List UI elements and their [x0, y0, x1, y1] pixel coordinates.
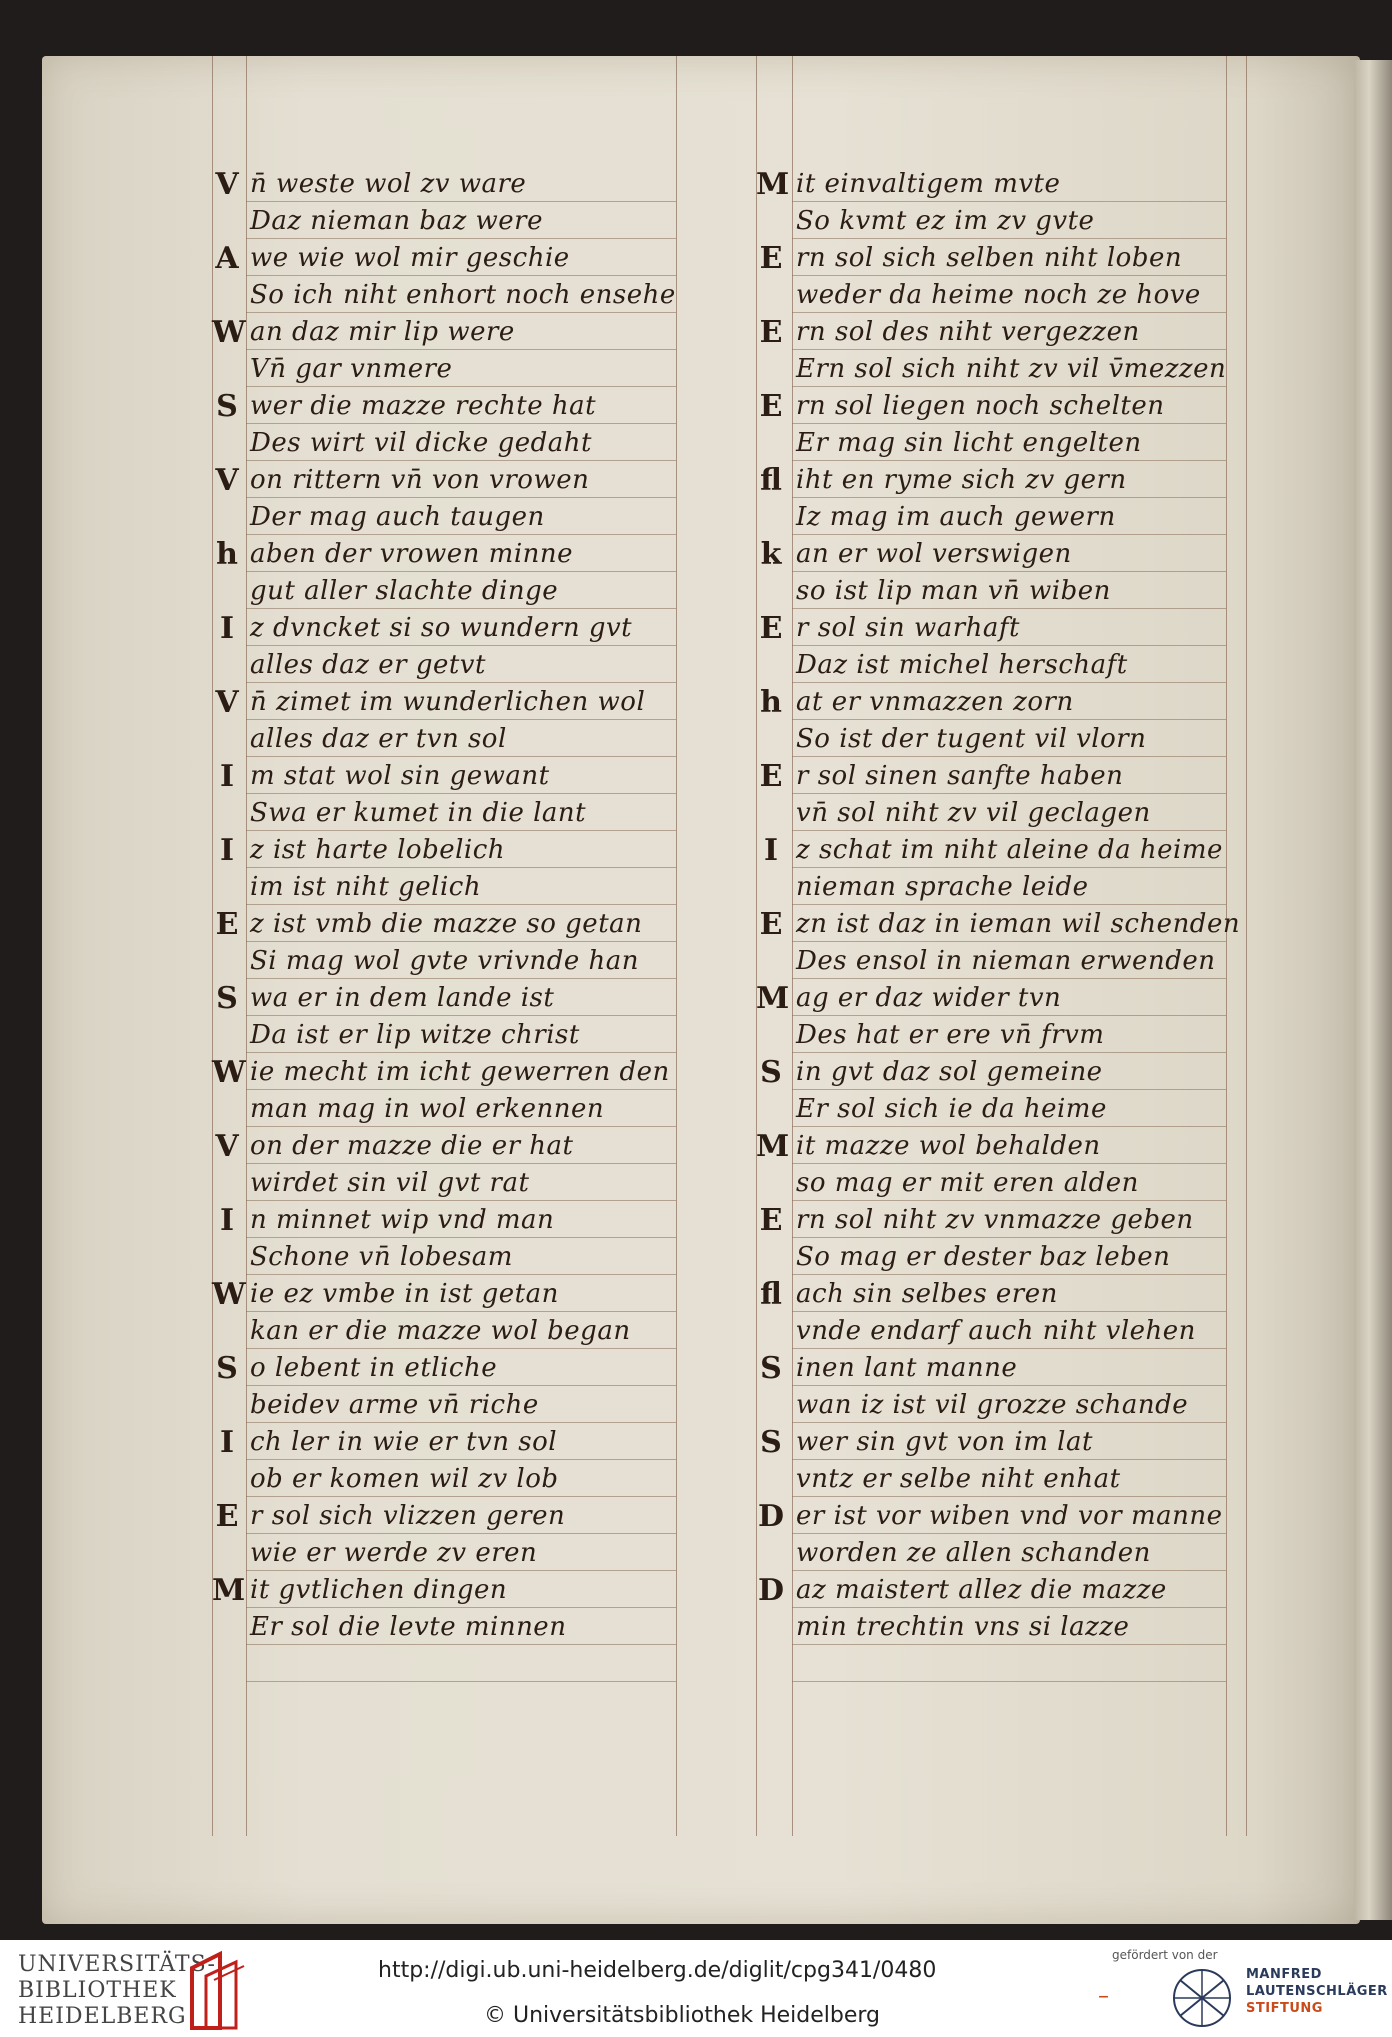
sponsor-name-line-2: LAUTENSCHLÄGER — [1246, 1984, 1388, 1999]
line-initial: h — [760, 685, 782, 720]
verse-line: z ist harte lobelich — [250, 835, 506, 865]
line-initial: S — [216, 981, 238, 1016]
verse-line: in gvt daz sol gemeine — [796, 1057, 1103, 1087]
verse-line: wer sin gvt von im lat — [796, 1427, 1093, 1457]
permalink-url[interactable]: http://digi.ub.uni-heidelberg.de/diglit/cpg341/0480 — [378, 1958, 937, 1983]
verse-line: Schone vn̄ lobesam — [250, 1242, 513, 1272]
verse-line: Der mag auch taugen — [250, 502, 545, 532]
verse-line: Daz nieman baz were — [250, 206, 543, 236]
verse-line: er ist vor wiben vnd vor manne — [796, 1501, 1223, 1531]
line-initial: S — [760, 1055, 782, 1090]
line-initial: A — [215, 241, 239, 276]
line-initial: M — [212, 1573, 246, 1608]
verse-line: ie mecht im icht gewerren den — [250, 1057, 670, 1087]
library-logo-icon — [186, 1950, 250, 2030]
verse-line: rn sol niht zv vnmazze geben — [796, 1205, 1194, 1235]
line-initial: I — [763, 833, 779, 868]
verse-line: wan iz ist vil grozze schande — [796, 1390, 1189, 1420]
verse-line: ie ez vmbe in ist getan — [250, 1279, 559, 1309]
line-initial: E — [759, 759, 783, 794]
line-initial: W — [212, 1277, 246, 1312]
verse-line: wa er in dem lande ist — [250, 983, 555, 1013]
line-initial: I — [219, 611, 235, 646]
line-initial: fl — [760, 1277, 782, 1312]
verse-line: So kvmt ez im zv gvte — [796, 206, 1095, 236]
ruling-line — [246, 56, 247, 1836]
verse-line: n̄ zimet im wunderlichen wol — [250, 687, 646, 717]
ruling-line — [1226, 56, 1227, 1836]
line-initial: M — [756, 167, 790, 202]
verse-line: n̄ weste wol zv ware — [250, 169, 527, 199]
line-initial: E — [759, 389, 783, 424]
verse-line: rn sol liegen noch schelten — [796, 391, 1165, 421]
page-edge — [1354, 60, 1392, 1920]
verse-line: inen lant manne — [796, 1353, 1018, 1383]
line-initial: S — [760, 1425, 782, 1460]
verse-line: an daz mir lip were — [250, 317, 515, 347]
verse-line: o lebent in etliche — [250, 1353, 498, 1383]
verse-line: Si mag wol gvte vrivnde han — [250, 946, 640, 976]
verse-line: Vn̄ gar vnmere — [250, 354, 453, 384]
line-initial: S — [216, 1351, 238, 1386]
line-initial: E — [215, 907, 239, 942]
verse-line: we wie wol mir geschie — [250, 243, 570, 273]
line-initial: V — [215, 1129, 239, 1164]
verse-line: ch ler in wie er tvn sol — [250, 1427, 558, 1457]
verse-line: gut aller slachte dinge — [250, 576, 559, 606]
verse-line: Iz mag im auch gewern — [796, 502, 1116, 532]
line-initial: E — [759, 241, 783, 276]
verse-line: iht en ryme sich zv gern — [796, 465, 1127, 495]
line-initial: V — [215, 685, 239, 720]
verse-line: Er mag sin licht engelten — [796, 428, 1142, 458]
line-initial: V — [215, 463, 239, 498]
verse-line: rn sol sich selben niht loben — [796, 243, 1183, 273]
verse-line: rn sol des niht vergezzen — [796, 317, 1140, 347]
line-initial: I — [219, 1425, 235, 1460]
line-initial: E — [759, 315, 783, 350]
line-initial: I — [219, 833, 235, 868]
verse-line: vn̄ sol niht zv vil geclagen — [796, 798, 1151, 828]
verse-line: So ich niht enhort noch ensehe — [250, 280, 676, 310]
line-initial: W — [212, 315, 246, 350]
verse-line: so mag er mit eren alden — [796, 1168, 1139, 1198]
verse-line: worden ze allen schanden — [796, 1538, 1151, 1568]
verse-line: So ist der tugent vil vlorn — [796, 724, 1147, 754]
verse-line: nieman sprache leide — [796, 872, 1089, 902]
verse-line: Ern sol sich niht zv vil v̄mezzen — [796, 354, 1227, 384]
verse-line: vnde endarf auch niht vlehen — [796, 1316, 1196, 1346]
verse-line: wie er werde zv eren — [250, 1538, 538, 1568]
sponsor-name-line-1: MANFRED — [1246, 1967, 1322, 1982]
ruling-line — [792, 56, 793, 1836]
verse-line: m stat wol sin gewant — [250, 761, 550, 791]
verse-line: So mag er dester baz leben — [796, 1242, 1171, 1272]
verse-line: im ist niht gelich — [250, 872, 482, 902]
library-name-line-3: HEIDELBERG — [18, 2004, 187, 2029]
verse-line: r sol sin warhaft — [796, 613, 1020, 643]
verse-line: an er wol verswigen — [796, 539, 1072, 569]
verse-line: aben der vrowen minne — [250, 539, 574, 569]
verse-line: z dvncket si so wundern gvt — [250, 613, 633, 643]
verse-line: it einvaltigem mvte — [796, 169, 1061, 199]
line-initial: E — [759, 907, 783, 942]
sponsor-name-line-3: STIFTUNG — [1246, 2001, 1323, 2016]
verse-line: zn ist daz in ieman wil schenden — [796, 909, 1241, 939]
sponsor-name — [1246, 1966, 1388, 2017]
verse-line: Daz ist michel herschaft — [796, 650, 1128, 680]
line-initial: I — [219, 1203, 235, 1238]
verse-line: weder da heime noch ze hove — [796, 280, 1201, 310]
verse-line: on rittern vn̄ von vrowen — [250, 465, 590, 495]
verse-line: it gvtlichen dingen — [250, 1575, 508, 1605]
sponsor-dash: – — [1098, 1984, 1109, 2009]
line-initial: E — [759, 611, 783, 646]
line-initial: S — [216, 389, 238, 424]
verse-line: Des ensol in nieman erwenden — [796, 946, 1216, 976]
verse-line: Des hat er ere vn̄ frvm — [796, 1020, 1105, 1050]
verse-line: Er sol die levte minnen — [250, 1612, 567, 1642]
verse-line: r sol sinen sanfte haben — [796, 761, 1124, 791]
line-initial: E — [759, 1203, 783, 1238]
verse-line: ag er daz wider tvn — [796, 983, 1062, 1013]
verse-line: az maistert allez die mazze — [796, 1575, 1167, 1605]
line-initial: S — [760, 1351, 782, 1386]
ruling-line — [676, 56, 677, 1836]
line-initial: D — [757, 1499, 784, 1534]
line-initial: I — [219, 759, 235, 794]
library-name-line-1: UNIVERSITÄTS- — [18, 1952, 216, 1977]
verse-line: Er sol sich ie da heime — [796, 1094, 1107, 1124]
sponsor-logo-icon — [1170, 1966, 1234, 2030]
ruling-line — [792, 1681, 1226, 1682]
verse-line: on der mazze die er hat — [250, 1131, 574, 1161]
verse-line: at er vnmazzen zorn — [796, 687, 1074, 717]
verse-line: wer die mazze rechte hat — [250, 391, 597, 421]
verse-line: Swa er kumet in die lant — [250, 798, 587, 828]
verse-line: z ist vmb die mazze so getan — [250, 909, 643, 939]
verse-line: it mazze wol behalden — [796, 1131, 1101, 1161]
line-initial: fl — [760, 463, 782, 498]
verse-line: wirdet sin vil gvt rat — [250, 1168, 530, 1198]
ruling-line — [1246, 56, 1247, 1836]
line-initial: W — [212, 1055, 246, 1090]
line-initial: E — [215, 1499, 239, 1534]
verse-line: n minnet wip vnd man — [250, 1205, 555, 1235]
verse-line: Da ist er lip witze christ — [250, 1020, 580, 1050]
verse-line: beidev arme vn̄ riche — [250, 1390, 539, 1420]
verse-line: kan er die mazze wol began — [250, 1316, 631, 1346]
verse-line: ob er komen wil zv lob — [250, 1464, 559, 1494]
line-initial: k — [760, 537, 782, 572]
line-initial: D — [757, 1573, 784, 1608]
copyright-notice: © Universitätsbibliothek Heidelberg — [484, 2003, 881, 2028]
verse-line: man mag in wol erkennen — [250, 1094, 605, 1124]
verse-line: r sol sich vlizzen geren — [250, 1501, 566, 1531]
line-initial: V — [215, 167, 239, 202]
verse-line: so ist lip man vn̄ wiben — [796, 576, 1111, 606]
line-initial: M — [756, 981, 790, 1016]
line-initial: h — [216, 537, 238, 572]
verse-line: ach sin selbes eren — [796, 1279, 1058, 1309]
ruling-line — [246, 1681, 676, 1682]
verse-line: alles daz er getvt — [250, 650, 486, 680]
sponsor-label: gefördert von der — [1112, 1948, 1218, 1962]
verse-line: min trechtin vns si lazze — [796, 1612, 1130, 1642]
library-name-line-2: BIBLIOTHEK — [18, 1978, 177, 2003]
verse-line: vntz er selbe niht enhat — [796, 1464, 1121, 1494]
verse-line: alles daz er tvn sol — [250, 724, 507, 754]
verse-line: Des wirt vil dicke gedaht — [250, 428, 592, 458]
verse-line: z schat im niht aleine da heime — [796, 835, 1223, 865]
line-initial: M — [756, 1129, 790, 1164]
